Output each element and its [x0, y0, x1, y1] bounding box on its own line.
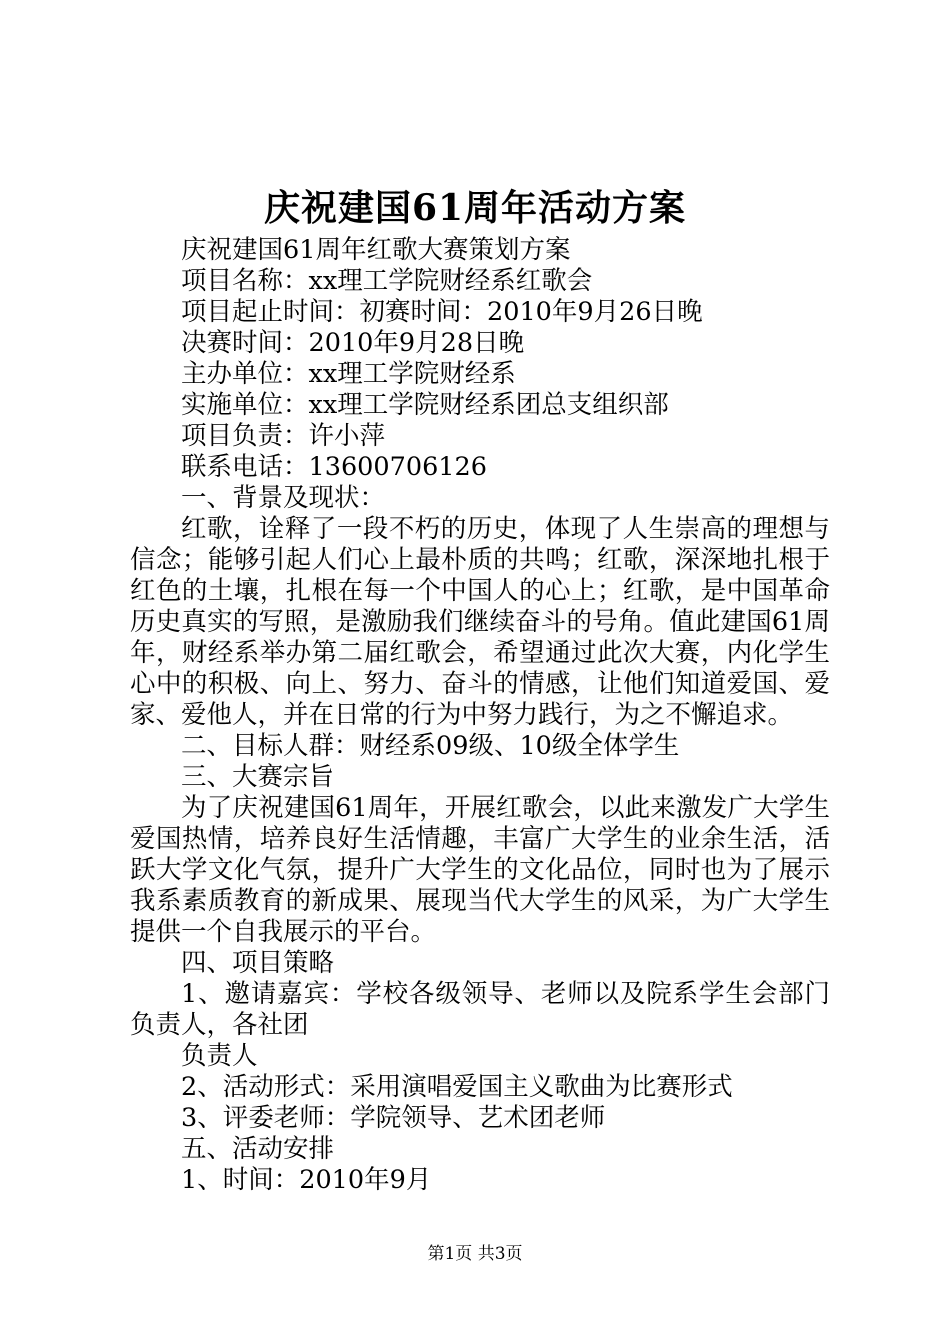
paragraph: 实施单位：xx理工学院财经系团总支组织部	[181, 390, 669, 420]
paragraph: 项目起止时间：初赛时间：2010年9月26日晚	[181, 297, 703, 327]
paragraph: 主办单位：xx理工学院财经系	[181, 359, 516, 389]
paragraph: 二、目标人群：财经系09级、10级全体学生	[181, 731, 680, 761]
paragraph: 决赛时间：2010年9月28日晚	[181, 328, 525, 358]
paragraph: 1、时间：2010年9月	[181, 1165, 432, 1195]
paragraph: 1、邀请嘉宾：学校各级领导、老师以及院系学生会部门负责人，各社团	[130, 979, 830, 1040]
paragraph: 项目负责：许小萍	[181, 421, 386, 451]
paragraph: 为了庆祝建国61周年，开展红歌会，以此来激发广大学生爱国热情，培养良好生活情趣，丰富广大学生的业余生活，活跃大学文化气氛，提升广大学生的文化品位，同时也为了展示我系素质教育的新成果、展现当代大学生的风采，为广大学生提供一个自我展示的平台。	[130, 793, 830, 947]
paragraph: 项目名称：xx理工学院财经系红歌会	[181, 266, 593, 296]
paragraph: 一、背景及现状：	[181, 483, 386, 513]
document-title: 庆祝建国61周年活动方案	[263, 187, 687, 229]
document-body	[130, 235, 830, 1196]
paragraph: 五、活动安排	[181, 1134, 335, 1164]
paragraph: 联系电话：13600706126	[181, 452, 487, 482]
page-footer: 第1页 共3页	[427, 1244, 523, 1264]
paragraph: 三、大赛宗旨	[181, 762, 335, 792]
paragraph: 庆祝建国61周年红歌大赛策划方案	[181, 235, 571, 265]
paragraph: 四、项目策略	[181, 948, 335, 978]
paragraph: 3、评委老师：学院领导、艺术团老师	[181, 1103, 606, 1133]
paragraph: 红歌，诠释了一段不朽的历史，体现了人生崇高的理想与信念；能够引起人们心上最朴质的共鸣；红歌，深深地扎根于红色的土壤，扎根在每一个中国人的心上；红歌，是中国革命历史真实的写照，是激励我们继续奋斗的号角。值此建国61周年，财经系举办第二届红歌会，希望通过此次大赛，内化学生心中的积极、向上、努力、奋斗的情感，让他们知道爱国、爱家、爱他人，并在日常的行为中努力践行，为之不懈追求。	[130, 514, 830, 730]
paragraph: 负责人	[181, 1041, 258, 1071]
paragraph: 2、活动形式：采用演唱爱国主义歌曲为比赛形式	[181, 1072, 733, 1102]
